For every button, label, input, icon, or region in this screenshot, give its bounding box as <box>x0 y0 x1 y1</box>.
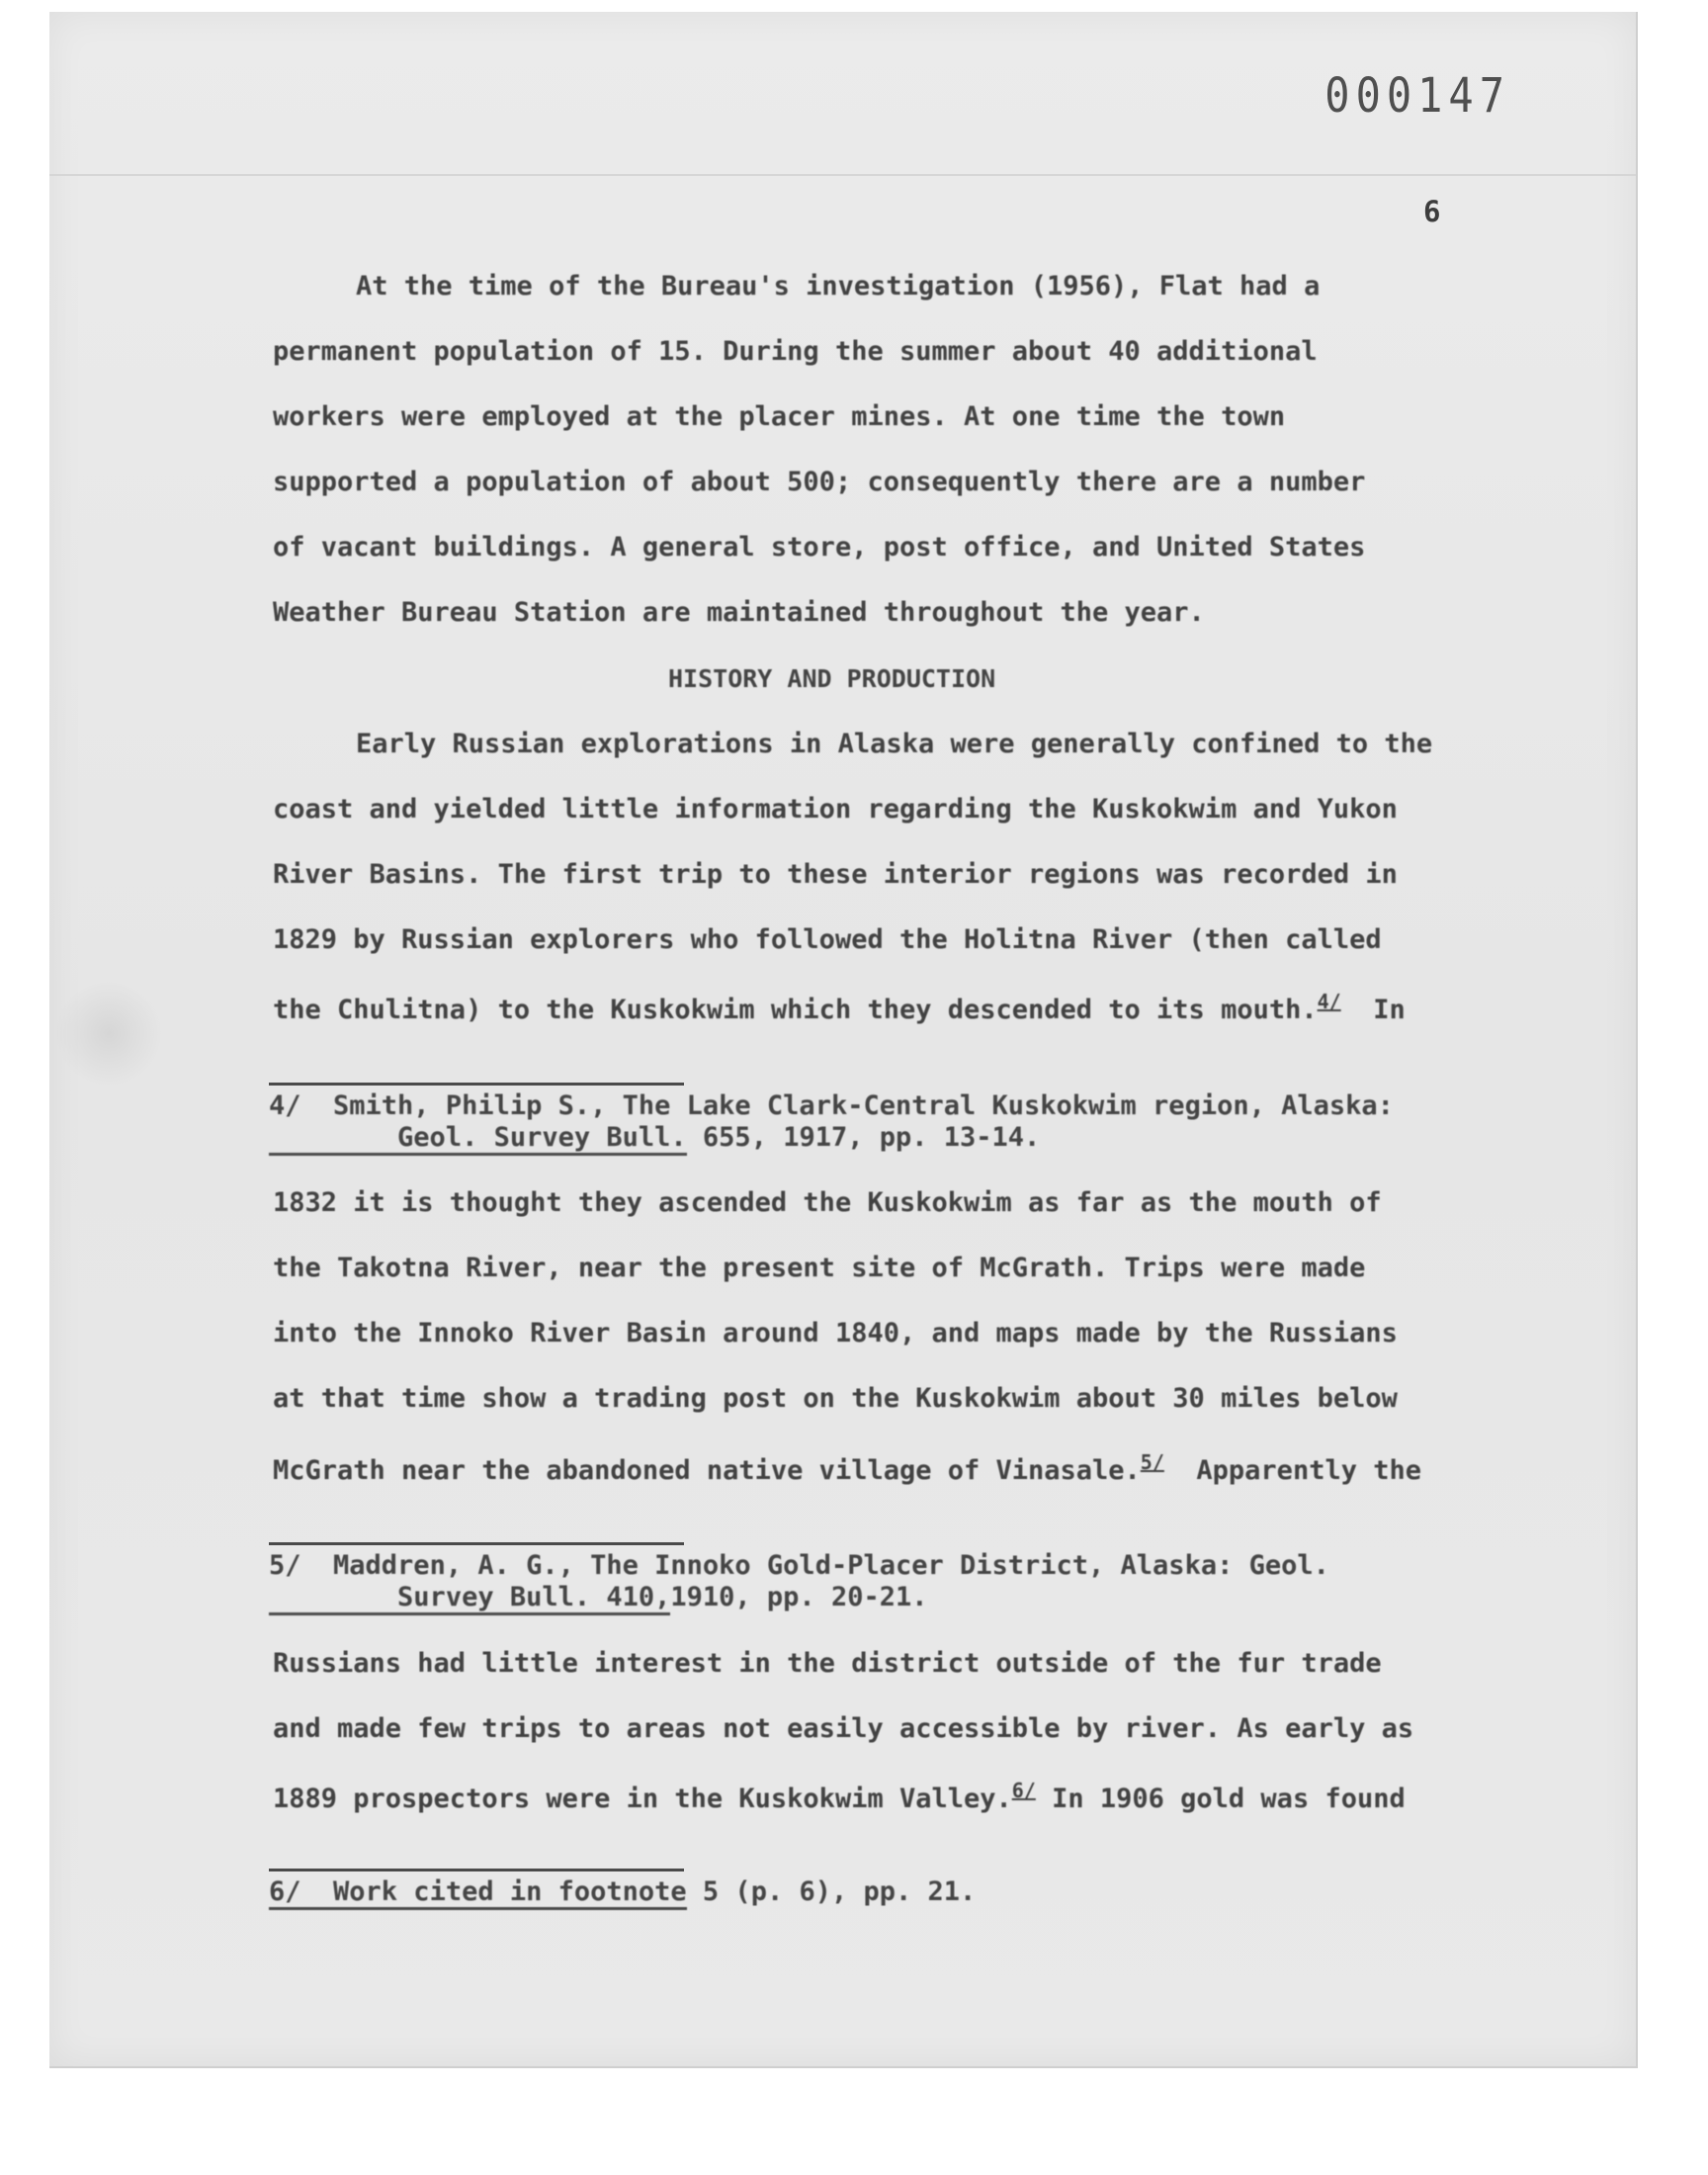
document-page <box>49 12 1638 2068</box>
footnote6-marker: 6/ <box>269 1876 301 1907</box>
paragraph2-line2: coast and yielded little information regarding the Kuskokwim and Yukon <box>273 794 1398 825</box>
paragraph1-line6: Weather Bureau Station are maintained throughout the year. <box>273 597 1205 628</box>
paragraph1-line4: supported a population of about 500; consequently there are a number <box>273 467 1366 497</box>
footnote6-rule <box>269 1869 684 1871</box>
footnote4-underlined-text: Geol. Survey Bull. <box>397 1122 687 1153</box>
paragraph2-line5-text: the Chulitna) to the Kuskokwim which they descended to its mouth. <box>273 995 1318 1025</box>
footnote4-underlined <box>269 1122 687 1156</box>
footnote6-underlined <box>269 1876 687 1910</box>
footnote4-rule <box>269 1083 684 1086</box>
paragraph3-line5-text: McGrath near the abandoned native village of Vinasale. <box>273 1455 1141 1486</box>
footnote4-line1 <box>269 1090 1394 1121</box>
scan-smudge <box>54 979 163 1088</box>
paragraph1-line1: At the time of the Bureau's investigation (1956), Flat had a <box>356 271 1321 302</box>
paragraph4-line1: Russians had little interest in the district outside of the fur trade <box>273 1648 1382 1679</box>
footnote4-line2 <box>269 1122 1040 1153</box>
paragraph3-line2: the Takotna River, near the present site of McGrath. Trips were made <box>273 1253 1366 1283</box>
paragraph3-line5 <box>273 1452 1421 1484</box>
paragraph3-line1: 1832 it is thought they ascended the Kuskokwim as far as the mouth of <box>273 1187 1382 1218</box>
page-number: 6 <box>1423 195 1441 228</box>
paragraph1-line2: permanent population of 15. During the summer about 40 additional <box>273 336 1318 367</box>
footnote5-line2 <box>269 1582 927 1612</box>
footnote6-rest: 5 (p. 6), pp. 21. <box>702 1876 977 1907</box>
paragraph2-line3: River Basins. The first trip to these interior regions was recorded in <box>273 859 1398 890</box>
footnote-ref-4: 4/ <box>1317 990 1341 1013</box>
paragraph4-line3 <box>273 1781 1406 1812</box>
footnote6-line1 <box>269 1876 976 1907</box>
footnote5-citation: Maddren, A. G., The Innoko Gold-Placer District, Alaska: Geol. <box>333 1550 1329 1581</box>
footnote4-citation: Smith, Philip S., The Lake Clark-Central Kuskokwim region, Alaska: <box>333 1090 1394 1121</box>
paragraph4-line3-text: 1889 prospectors were in the Kuskokwim Valley. <box>273 1784 1012 1814</box>
paragraph1-line3: workers were employed at the placer mines. At one time the town <box>273 401 1286 432</box>
paragraph2-line5-after: In <box>1373 995 1406 1025</box>
footnote4-marker: 4/ <box>269 1090 301 1121</box>
paragraph3-line4: at that time show a trading post on the Kuskokwim about 30 miles below <box>273 1383 1398 1414</box>
paragraph4-line3-after: In 1906 gold was found <box>1052 1784 1406 1814</box>
footnote4-rest: 655, 1917, pp. 13-14. <box>702 1122 1041 1153</box>
document-stamp-number: 000147 <box>1324 67 1510 124</box>
footnote5-underlined <box>269 1582 670 1615</box>
footnote5-underlined-text: Survey Bull. 410, <box>397 1582 671 1612</box>
footnote5-rule <box>269 1542 684 1545</box>
paragraph3-line3: into the Innoko River Basin around 1840, and maps made by the Russians <box>273 1318 1398 1348</box>
footnote6-underlined-text: Work cited in footnote <box>333 1876 687 1907</box>
paragraph2-line5 <box>273 992 1406 1023</box>
footnote5-line1 <box>269 1550 1329 1581</box>
paragraph4-line2: and made few trips to areas not easily accessible by river. As early as <box>273 1713 1414 1744</box>
section-heading: HISTORY AND PRODUCTION <box>668 664 996 693</box>
page-fold-line <box>49 174 1636 176</box>
paragraph2-line4: 1829 by Russian explorers who followed the Holitna River (then called <box>273 924 1382 955</box>
paragraph2-line1: Early Russian explorations in Alaska were generally confined to the <box>356 729 1433 759</box>
footnote-ref-6: 6/ <box>1011 1779 1036 1802</box>
footnote5-marker: 5/ <box>269 1550 301 1581</box>
paragraph3-line5-after: Apparently the <box>1196 1455 1421 1486</box>
footnote5-rest: 1910, pp. 20-21. <box>670 1582 928 1612</box>
paragraph1-line5: of vacant buildings. A general store, post office, and United States <box>273 532 1366 563</box>
footnote-ref-5: 5/ <box>1140 1450 1164 1474</box>
